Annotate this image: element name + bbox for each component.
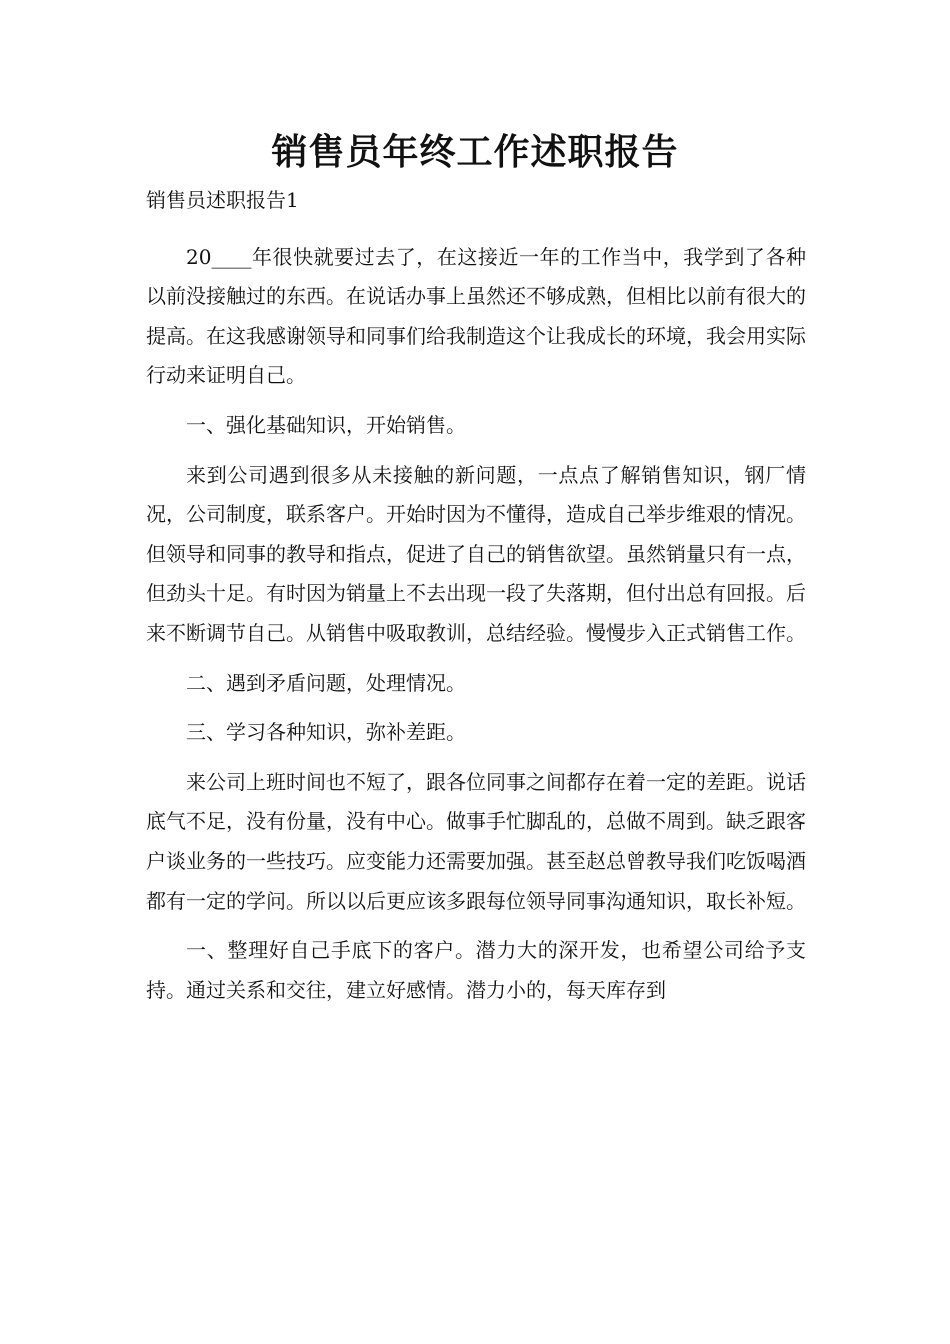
- section-heading: 三、学习各种知识，弥补差距。: [186, 720, 466, 745]
- paragraph: 一、整理好自己手底下的客户。潜力大的深开发，也希望公司给予支持。通过关系和交往，建立好感情。潜力小的，每天库存到: [146, 938, 806, 1002]
- paragraph: 20____年很快就要过去了，在这接近一年的工作当中，我学到了各种以前没接触过的东西。在说话办事上虽然还不够成熟，但相比以前有很大的提高。在这我感谢领导和同事们给我制造这个让我成长的环境，我会用实际行动来证明自己。: [146, 244, 806, 388]
- document-body: [146, 181, 806, 1020]
- paragraph: 来公司上班时间也不短了，跟各位同事之间都存在着一定的差距。说话底气不足，没有份量，没有中心。做事手忙脚乱的，总做不周到。缺乏跟客户谈业务的一些技巧。应变能力还需要加强。甚至赵总曾教导我们吃饭喝酒都有一定的学问。所以以后更应该多跟每位领导同事沟通知识，取长补短。: [146, 769, 806, 913]
- section-heading: 一、强化基础知识，开始销售。: [186, 412, 466, 437]
- report-subtitle: 销售员述职报告1: [146, 188, 299, 212]
- paragraph: 来到公司遇到很多从未接触的新问题，一点点了解销售知识，钢厂情况，公司制度，联系客户。开始时因为不懂得，造成自己举步维艰的情况。但领导和同事的教导和指点，促进了自己的销售欲望。虽然销量只有一点，但劲头十足。有时因为销量上不去出现一段了失落期，但付出总有回报。后来不断调节自己。从销售中吸取教训，总结经验。慢慢步入正式销售工作。: [146, 462, 806, 645]
- document-title: 销售员年终工作述职报告: [271, 131, 679, 173]
- section-heading: 二、遇到矛盾问题，处理情况。: [186, 670, 466, 695]
